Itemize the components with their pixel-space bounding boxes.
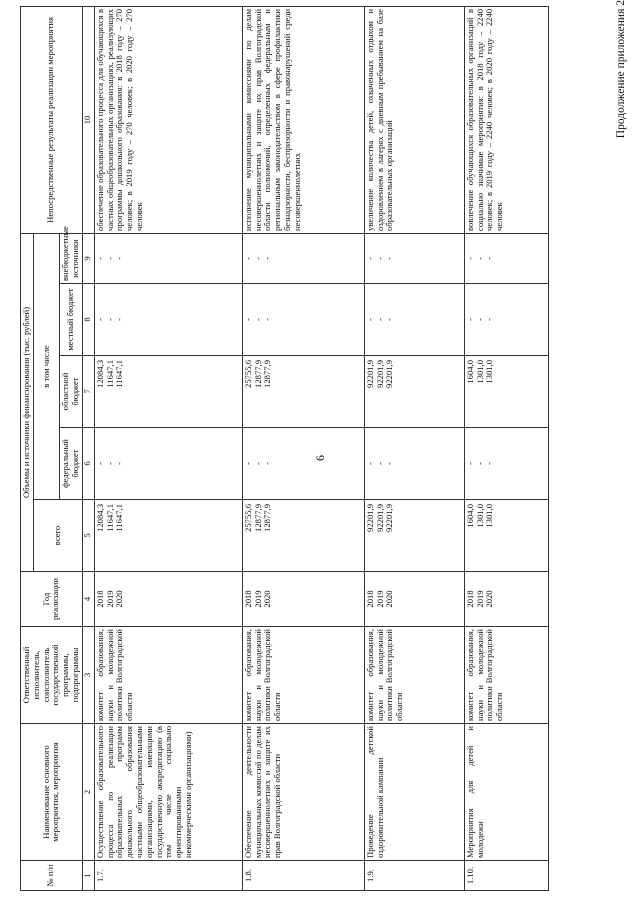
measure-name: Мероприятия для детей и молодежи [464,724,548,861]
total-funding [364,500,464,572]
regional-funding-value: 11647,1 [114,360,125,388]
responsible-executor: комитет образования, науки и молодежной политики Волгоградской области [364,627,464,724]
federal-funding-value: - [364,462,375,465]
total-funding-value: 12877,9 [262,504,273,532]
total-funding-value: 92201,9 [384,504,395,532]
index-cell: 3 [82,627,94,724]
extrabudget-funding-value: - [364,257,375,260]
local-funding-value: - [262,318,273,321]
local-funding-value: - [364,318,375,321]
years-value: 2018 [242,590,253,608]
index-cell: 4 [82,572,94,627]
years-value: 2020 [262,590,273,608]
row-number: 1.7. [94,861,242,891]
regional-funding-value: 1301,0 [474,360,485,384]
header-including: в том числе [33,233,59,499]
regional-funding [364,356,464,428]
years-value: 2019 [252,590,263,608]
direct-result: исполнение муниципальными комиссиями по делам несовершеннолетних и защите их прав Волгоградской области полномочий, определенных федеральным и региональным законодательством в сфере профилактики безнадзорности, беспризорности и правонарушений среди несовершеннолетних [242,6,364,233]
index-cell: 8 [82,284,94,356]
header-regional: областной бюджет [60,356,83,428]
federal-funding [94,428,242,500]
index-cell: 7 [82,356,94,428]
federal-funding [242,428,364,500]
direct-result: вовлечение обучающихся образовательных организаций в социально значимые мероприятия: в 2018 году – 2240 человек; в 2019 году – 2240 человек; в 2020 году – 2240 человек [464,6,548,233]
measure-name: Проведение детской оздоровительной кампании [364,724,464,861]
years [94,572,242,627]
regional-funding-value: 12877,9 [262,360,273,388]
local-funding-value: - [114,318,125,321]
header-extrabudget: внебюджетные источники [60,233,83,283]
program-table [20,6,549,891]
index-cell: 2 [82,724,94,861]
table-row [364,6,464,890]
extrabudget-funding-value: - [94,257,105,260]
total-funding-value: 1604,0 [464,504,475,528]
total-funding-value: 12877,9 [252,504,263,532]
index-cell: 9 [82,233,94,283]
years-value: 2020 [384,590,395,608]
extrabudget-funding-value: - [114,257,125,260]
total-funding-value: 92201,9 [374,504,385,532]
responsible-executor: комитет образования, науки и молодежной политики Волгоградской области [242,627,364,724]
table-row [464,6,548,890]
local-funding-value: - [384,318,395,321]
extrabudget-funding-value: - [252,257,263,260]
total-funding-value: 12084,3 [94,504,105,532]
row-number: 1.8. [242,861,364,891]
federal-funding-value: - [104,462,115,465]
total-funding-value: 11647,1 [104,504,115,532]
years-value: 2019 [104,590,115,608]
federal-funding-value: - [464,462,475,465]
regional-funding-value: 12877,9 [252,360,263,388]
header-num: № п/п [21,861,83,891]
local-funding-value: - [474,318,485,321]
index-cell: 1 [82,861,94,891]
index-cell: 5 [82,500,94,572]
local-funding-value: - [464,318,475,321]
extrabudget-funding-value: - [484,257,495,260]
extrabudget-funding-value: - [374,257,385,260]
regional-funding-value: 1301,0 [484,360,495,384]
regional-funding-value: 25755,6 [242,360,253,388]
regional-funding-value: 1604,0 [464,360,475,384]
local-funding [242,284,364,356]
federal-funding-value: - [384,462,395,465]
measure-name: Осуществление образовательного процесса по реализации образовательных программ дошкольного образования частными общеобразовательными организациями, имеющими государственную аккредитацию (в том числе социально ориентированными некоммерческими организациями) [94,724,242,861]
local-funding-value: - [104,318,115,321]
index-cell: 6 [82,428,94,500]
table-row [242,6,364,890]
extrabudget-funding-value: - [262,257,273,260]
years-value: 2018 [464,590,475,608]
header-federal: федеральный бюджет [60,428,83,500]
regional-funding [242,356,364,428]
federal-funding [364,428,464,500]
years-value: 2019 [374,590,385,608]
years-value: 2020 [114,590,125,608]
federal-funding [464,428,548,500]
extrabudget-funding-value: - [104,257,115,260]
local-funding-value: - [252,318,263,321]
federal-funding-value: - [262,462,273,465]
extrabudget-funding [242,233,364,283]
federal-funding-value: - [252,462,263,465]
header-executor: Ответственный исполнитель, соисполнитель государственной программы, подпрограммы [21,627,83,724]
years-value: 2019 [474,590,485,608]
total-funding [94,500,242,572]
extrabudget-funding-value: - [474,257,485,260]
total-funding [464,500,548,572]
local-funding-value: - [374,318,385,321]
responsible-executor: комитет образования, науки и молодежной политики Волгоградской области [94,627,242,724]
page-number: 6 [313,455,327,461]
regional-funding-value: 11647,1 [104,360,115,388]
extrabudget-funding [94,233,242,283]
federal-funding-value: - [114,462,125,465]
local-funding-value: - [242,318,253,321]
header-funding: Объемы и источники финансирования (тыс. рублей) [21,233,34,571]
federal-funding-value: - [374,462,385,465]
total-funding-value: 1301,0 [484,504,495,528]
federal-funding-value: - [242,462,253,465]
local-funding-value: - [94,318,105,321]
header-local: местный бюджет [60,284,83,356]
header-results: Непосредственные результаты реализации мероприятия [21,6,83,233]
extrabudget-funding [364,233,464,283]
total-funding [242,500,364,572]
header-total: всего [33,500,82,572]
index-cell: 10 [82,6,94,233]
extrabudget-funding-value: - [242,257,253,260]
years [242,572,364,627]
measure-name: Обеспечение деятельности муниципальных комиссий по делам несовершеннолетних и защите их прав Волгоградской области [242,724,364,861]
years-value: 2020 [484,590,495,608]
row-number: 1.9. [364,861,464,891]
regional-funding-value: 92201,9 [364,360,375,388]
local-funding-value: - [484,318,495,321]
years [364,572,464,627]
column-index-row [82,6,94,890]
header-name: Наименование основного мероприятия, мероприятия [21,724,83,861]
local-funding [464,284,548,356]
regional-funding-value: 92201,9 [384,360,395,388]
regional-funding-value: 92201,9 [374,360,385,388]
total-funding-value: 1301,0 [474,504,485,528]
total-funding-value: 25755,6 [242,504,253,532]
years-value: 2018 [364,590,375,608]
table-row [94,6,242,890]
total-funding-value: 92201,9 [364,504,375,532]
federal-funding-value: - [94,462,105,465]
local-funding [364,284,464,356]
years [464,572,548,627]
extrabudget-funding-value: - [464,257,475,260]
extrabudget-funding-value: - [384,257,395,260]
row-number: 1.10. [464,861,548,891]
local-funding [94,284,242,356]
direct-result: обеспечение образовательного процесса для обучающихся в частных общеобразовательных организациях, реализующих программы дошкольного образования: в 2018 году – 270 человек; в 2019 году – 270 человек; в 2020 году – 270 человек [94,6,242,233]
federal-funding-value: - [484,462,495,465]
continuation-title: Продолжение приложения 2 [615,0,627,139]
years-value: 2018 [94,590,105,608]
total-funding-value: 11647,1 [114,504,125,532]
responsible-executor: комитет образования, науки и молодежной политики Волгоградской области [464,627,548,724]
extrabudget-funding [464,233,548,283]
program-table-wrapper [20,8,577,891]
federal-funding-value: - [474,462,485,465]
direct-result: увеличение количества детей, охваченных отдыхом и оздоровлением в лагерях с дневным пребыванием на базе образовательных организаций [364,6,464,233]
regional-funding [94,356,242,428]
regional-funding [464,356,548,428]
header-year: Год реализации [21,572,83,627]
regional-funding-value: 12084,3 [94,360,105,388]
